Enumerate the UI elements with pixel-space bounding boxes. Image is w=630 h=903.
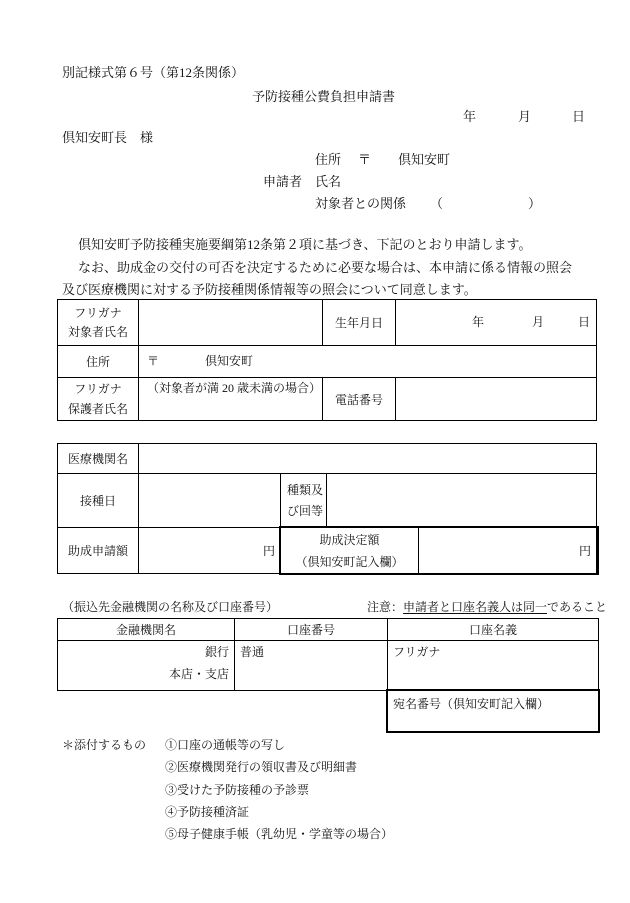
- account-holder-header: [387, 618, 599, 641]
- subject-name-field[interactable]: [138, 299, 323, 346]
- date-year-label: 年: [463, 109, 477, 124]
- bank-section-heading: （振込先金融機関の名称及び口座番号）: [62, 600, 279, 614]
- vaccine-type-label-line-2: び回等: [287, 503, 324, 518]
- attachment-item: ②医療機関発行の領収書及び明細書: [165, 760, 358, 774]
- account-holder-field[interactable]: [387, 640, 599, 691]
- requested-amount-label-cell: [57, 527, 139, 574]
- phone-label-cell: [322, 377, 396, 421]
- decided-amount-unit: 円: [578, 544, 591, 558]
- relation-open-paren: （: [430, 196, 444, 211]
- institution-label: 医療機関名: [67, 452, 128, 466]
- bank-suffix: 銀行: [204, 645, 229, 659]
- account-type: 普通: [240, 645, 265, 659]
- applicant-address-label: 住所: [315, 152, 342, 167]
- form-title: 予防接種公費負担申請書: [252, 89, 396, 104]
- decided-amount-note: （倶知安町記入欄）: [295, 554, 404, 569]
- vaccination-date-label: 接種日: [79, 494, 116, 508]
- holder-furigana-label: フリガナ: [393, 645, 441, 659]
- attachment-item: ④予防接種済証: [165, 805, 250, 819]
- subject-address-field[interactable]: [138, 345, 597, 378]
- attachment-item: ①口座の通帳等の写し: [165, 738, 286, 752]
- subject-address-town: 倶知安町: [205, 354, 254, 368]
- attachments-label: ＊添付するもの: [62, 738, 147, 752]
- birthdate-label-cell: [322, 299, 396, 346]
- birth-day-label: 日: [578, 315, 591, 329]
- requested-amount-field[interactable]: [138, 527, 281, 574]
- relation-close-paren: ）: [528, 196, 542, 211]
- bank-notice-underlined: 申請者と口座名義人は同一: [403, 600, 548, 614]
- statement-line-2: なお、助成金の交付の可否を決定するために必要な場合は、本申請に係る情報の照会: [78, 260, 573, 275]
- subject-postal-mark: 〒: [147, 354, 160, 368]
- guardian-name-field[interactable]: [138, 377, 323, 421]
- subject-furigana-label: フリガナ: [74, 305, 122, 320]
- subject-name-label: 対象者氏名: [67, 324, 128, 339]
- date-month-label: 月: [518, 109, 532, 124]
- phone-field[interactable]: [395, 377, 597, 421]
- vaccine-type-field[interactable]: [326, 473, 597, 528]
- recipient-number-box: [386, 689, 600, 733]
- form-number: 別記様式第６号（第12条関係）: [62, 65, 245, 80]
- decided-amount-label-cell: [280, 527, 419, 574]
- guardian-name-label: 保護者氏名: [67, 402, 128, 416]
- account-number-header: [234, 618, 388, 641]
- account-holder-header-label: 口座名義: [468, 623, 517, 637]
- decided-amount-field: [418, 527, 597, 574]
- institution-field[interactable]: [138, 443, 597, 474]
- bank-name-header-label: 金融機関名: [115, 623, 176, 637]
- date-day-label: 日: [572, 109, 586, 124]
- recipient-number-label: 宛名番号（倶知安町記入欄）: [393, 697, 550, 711]
- bank-name-header: [57, 618, 235, 641]
- requested-amount-label: 助成申請額: [67, 544, 128, 558]
- guardian-name-label-cell: [57, 377, 139, 421]
- applicant-relation-label: 対象者との関係: [315, 196, 407, 211]
- addressee: 倶知安町長 様: [62, 130, 154, 145]
- subject-address-label-cell: [57, 345, 139, 378]
- bank-notice-prefix: 注意：: [367, 600, 404, 614]
- birth-month-label: 月: [532, 315, 545, 329]
- birthdate-field[interactable]: [395, 299, 597, 346]
- guardian-note: （対象者が満 20 歳未満の場合）: [147, 381, 322, 395]
- guardian-furigana-label: フリガナ: [74, 382, 122, 396]
- birth-year-label: 年: [472, 315, 485, 329]
- bank-name-field[interactable]: [57, 640, 235, 691]
- institution-label-cell: [57, 443, 139, 474]
- vaccine-type-label-cell: [280, 473, 327, 528]
- account-number-field[interactable]: [234, 640, 388, 691]
- bank-notice-suffix: であること: [547, 600, 608, 614]
- subject-name-label-cell: [57, 299, 139, 346]
- attachment-item: ③受けた予防接種の予診票: [165, 783, 310, 797]
- decided-amount-label: 助成決定額: [319, 532, 380, 547]
- vaccination-date-label-cell: [57, 473, 139, 528]
- vaccination-date-field[interactable]: [138, 473, 281, 528]
- applicant-label: 申請者: [263, 174, 303, 189]
- branch-suffix: 本店・支店: [168, 667, 229, 681]
- attachment-item: ⑤母子健康手帳（乳幼児・学童等の場合）: [165, 827, 394, 841]
- statement-line-1: 倶知安町予防接種実施要綱第12条第２項に基づき、下記のとおり申請します。: [78, 237, 532, 252]
- vaccine-type-label-line-1: 種類及: [287, 482, 324, 497]
- subject-address-label: 住所: [85, 355, 110, 369]
- applicant-address-town: 倶知安町: [398, 152, 451, 167]
- requested-amount-unit: 円: [262, 544, 275, 558]
- phone-label: 電話番号: [334, 392, 383, 407]
- statement-line-3: 及び医療機関に対する予防接種関係情報等の照会について同意します。: [62, 282, 477, 297]
- applicant-postal-mark: 〒: [358, 152, 372, 167]
- account-number-header-label: 口座番号: [286, 623, 335, 637]
- applicant-name-label: 氏名: [315, 174, 342, 189]
- birthdate-label: 生年月日: [334, 316, 383, 330]
- bank-notice: [367, 599, 607, 615]
